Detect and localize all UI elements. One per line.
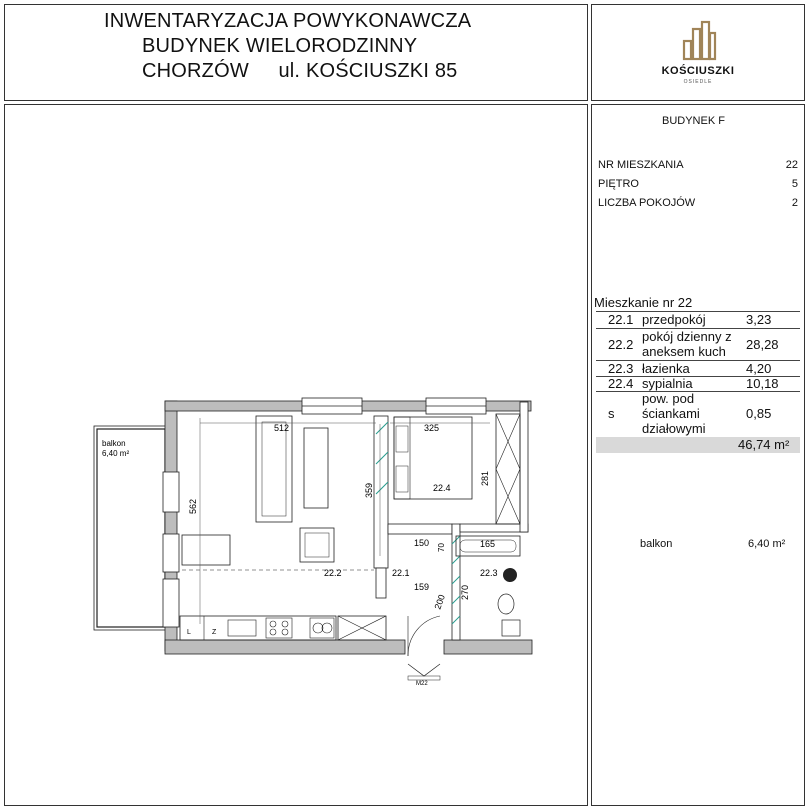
info-row-label-2: LICZBA POKOJÓW	[598, 197, 696, 209]
info-row-value-0: 22	[785, 159, 798, 171]
kitchen-label-l: L	[187, 629, 191, 636]
logo-sub: OSIEDLE	[683, 79, 713, 85]
logo-name: KOŚCIUSZKI	[661, 65, 735, 77]
info-row-label-0: NR MIESZKANIA	[598, 159, 684, 171]
dim-281: 281	[480, 470, 490, 486]
room-area-1: 28,28	[746, 337, 779, 352]
total-area: 46,74 m²	[738, 437, 790, 452]
balcony-label: balkon	[640, 538, 673, 550]
dim-159: 159	[414, 582, 430, 592]
room-name-3: sypialnia	[642, 376, 693, 391]
dim-270: 270	[460, 584, 470, 600]
dim-165: 165	[480, 539, 496, 549]
room-area-4: 0,85	[746, 406, 772, 421]
dim-70: 70	[437, 543, 446, 552]
floor-plan	[4, 104, 588, 806]
dim-200: 200	[432, 593, 448, 611]
info-row-value-2: 2	[791, 197, 798, 209]
room-area-3: 10,18	[746, 376, 779, 391]
room-no-2: 22.3	[608, 361, 634, 376]
room-label-22-2: 22.2	[324, 568, 342, 578]
room-no-1: 22.2	[608, 337, 634, 352]
apartment-heading: Mieszkanie nr 22	[594, 295, 693, 310]
room-name-1b: aneksem kuch	[642, 344, 726, 359]
dim-562: 562	[188, 498, 198, 514]
dim-150: 150	[414, 538, 430, 548]
room-area-0: 3,23	[746, 312, 772, 327]
room-no-0: 22.1	[608, 312, 634, 327]
plan-entrance-label: M22	[416, 681, 428, 687]
dim-512: 512	[274, 423, 290, 433]
room-area-2: 4,20	[746, 361, 772, 376]
room-no-3: 22.4	[608, 376, 634, 391]
dim-359: 359	[364, 482, 374, 498]
room-name-2: łazienka	[642, 361, 690, 376]
room-label-22-1: 22.1	[392, 568, 410, 578]
building-label: BUDYNEK F	[662, 115, 725, 127]
logo-box	[591, 4, 805, 101]
title-line-3	[142, 60, 457, 83]
balcony-area: 6,40 m²	[748, 538, 786, 550]
room-label-22-4: 22.4	[433, 483, 451, 493]
room-name-0: przedpokój	[642, 312, 706, 327]
building-logo-icon	[679, 19, 719, 61]
kitchen-label-z: Z	[212, 629, 217, 636]
title-line-2: BUDYNEK WIELORODZINNY	[142, 35, 418, 57]
title-street: ul. KOŚCIUSZKI 85	[278, 60, 458, 82]
plan-balcony-label: balkon	[102, 439, 126, 448]
title-city: CHORZÓW	[142, 60, 249, 82]
info-box	[591, 104, 805, 806]
title-line-1: INWENTARYZACJA POWYKONAWCZA	[104, 10, 472, 32]
plan-balcony-area: 6,40 m²	[102, 449, 130, 458]
plan-balcony	[97, 429, 165, 627]
room-name-4c: działowymi	[642, 421, 706, 436]
room-name-1a: pokój dzienny z	[642, 329, 732, 344]
dim-325: 325	[424, 423, 440, 433]
room-name-4b: ściankami	[642, 406, 700, 421]
room-label-22-3: 22.3	[480, 568, 498, 578]
info-row-label-1: PIĘTRO	[598, 178, 639, 190]
info-row-value-1: 5	[791, 178, 798, 190]
header-box	[4, 4, 588, 101]
room-no-4: s	[608, 406, 615, 421]
room-name-4a: pow. pod	[642, 391, 695, 406]
